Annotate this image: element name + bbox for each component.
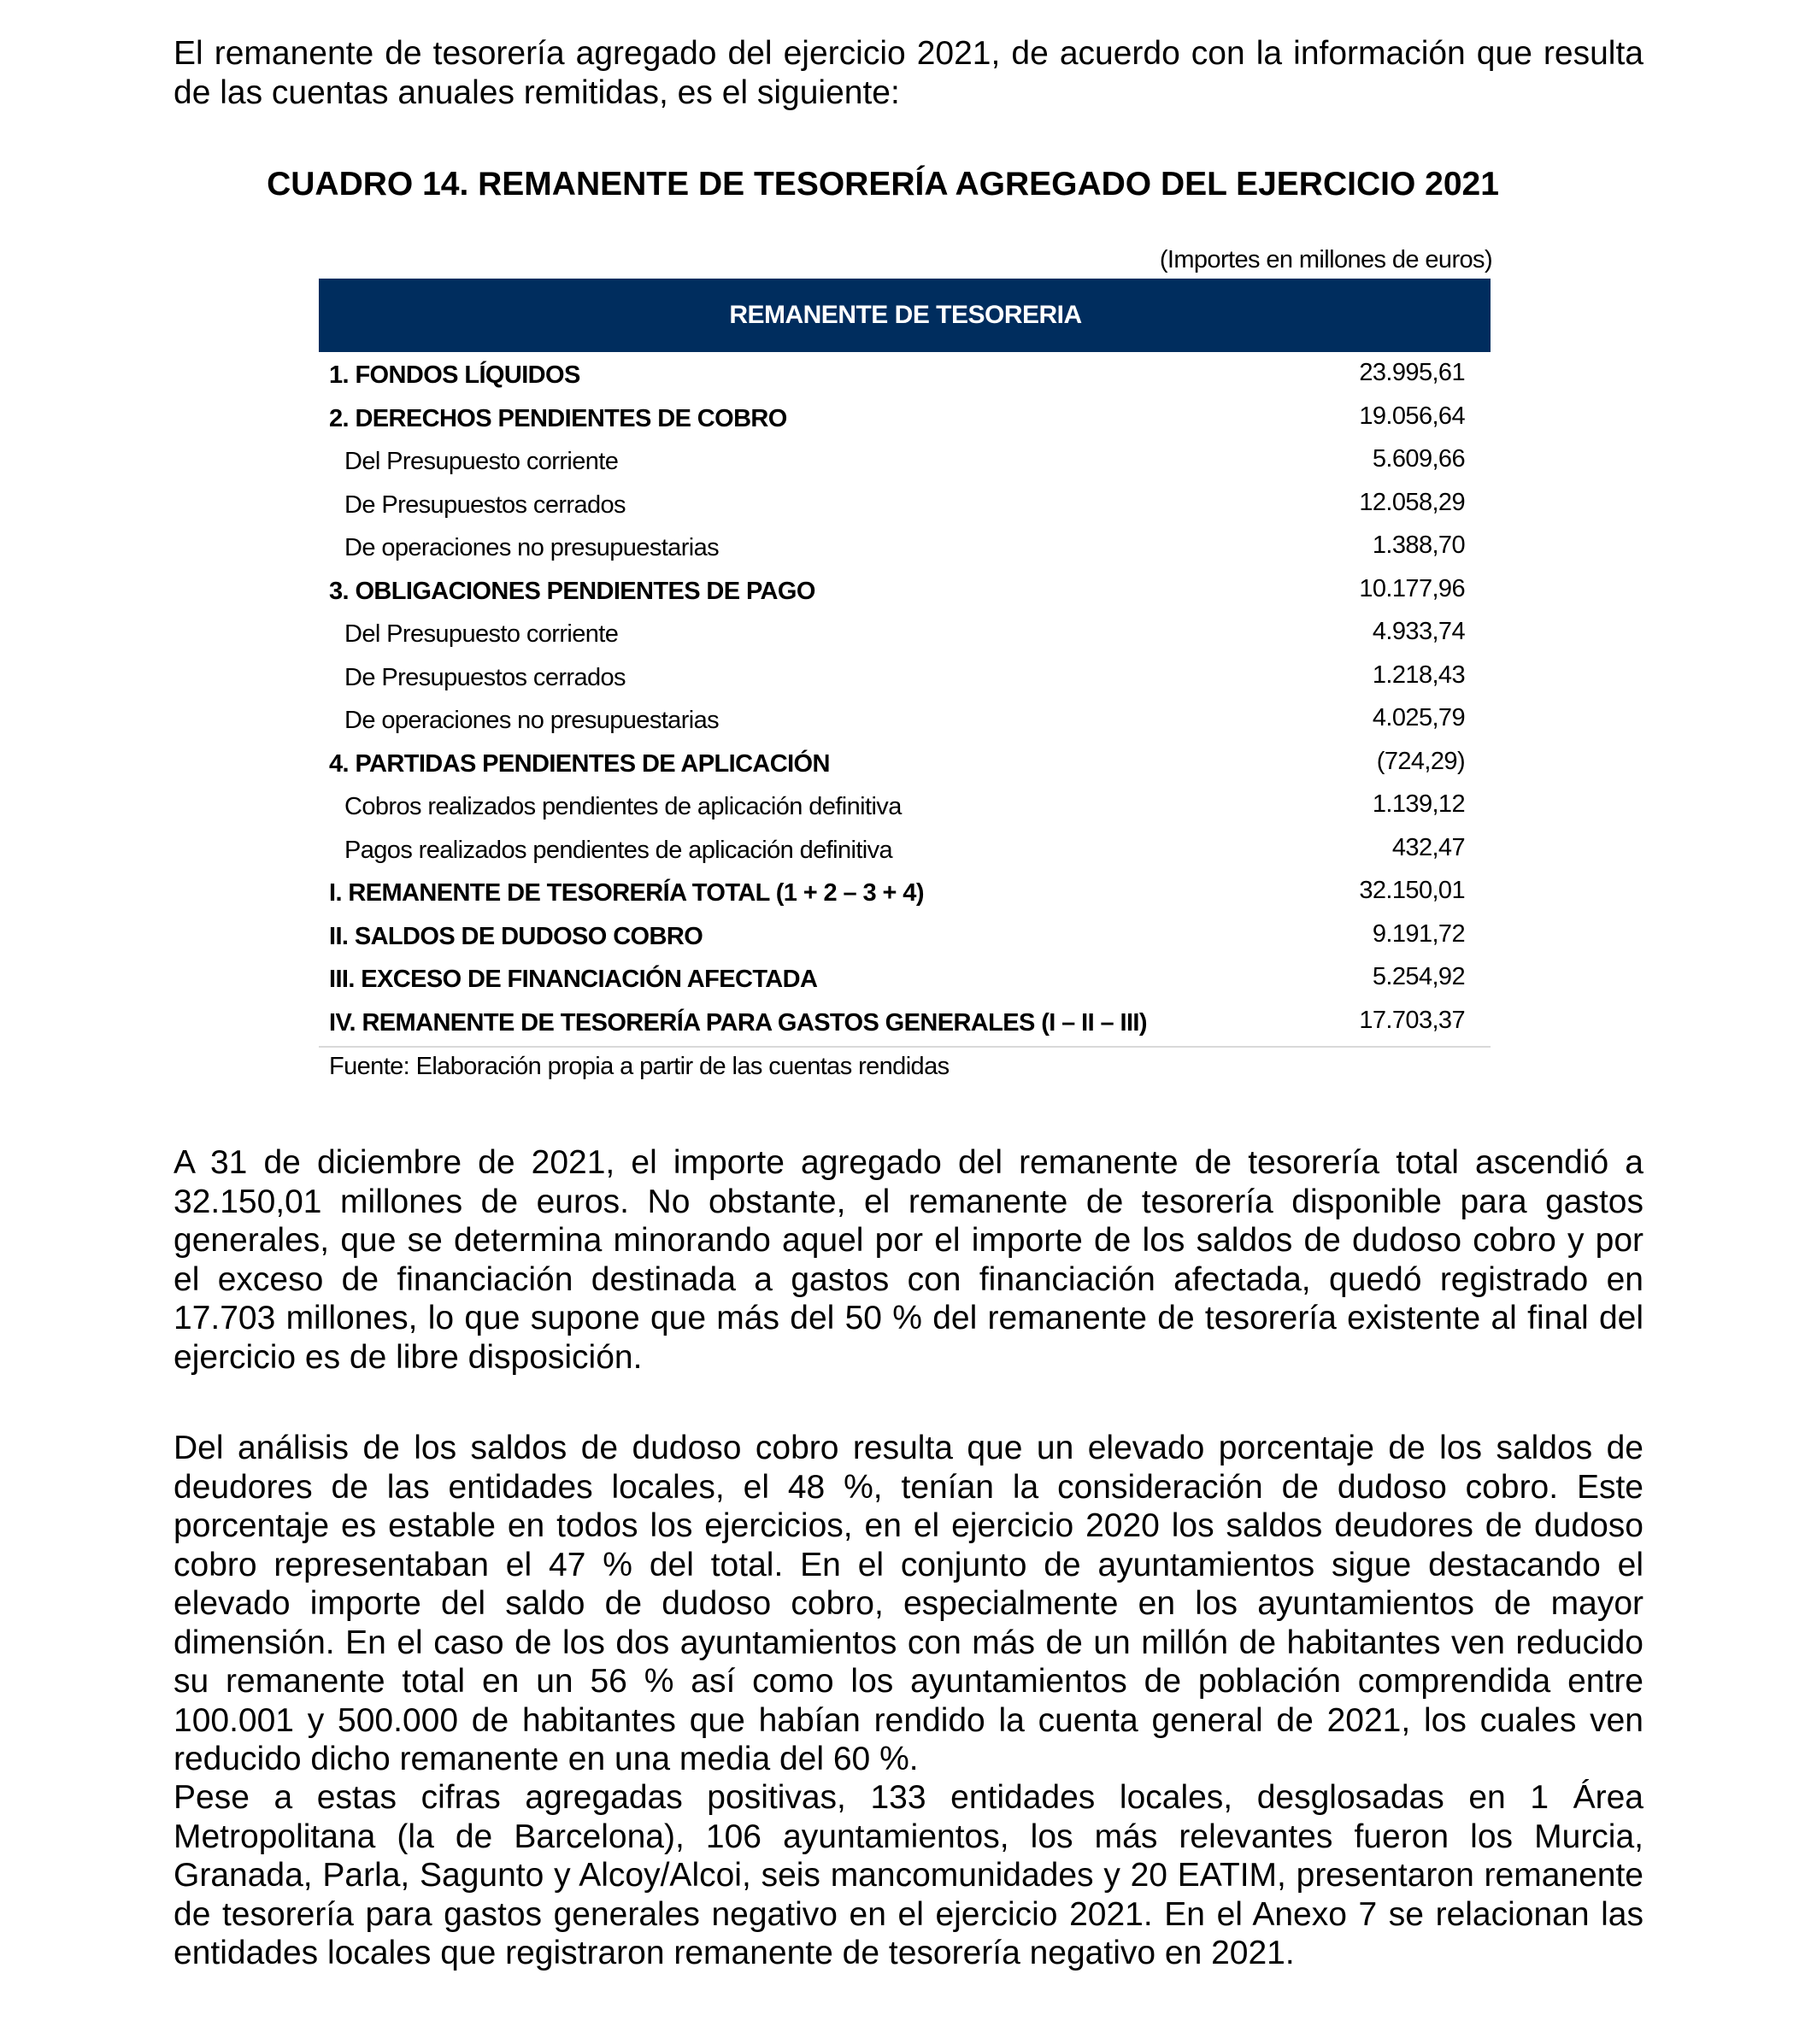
row-label: De Presupuestos cerrados [344,663,626,691]
row-label: 2. DERECHOS PENDIENTES DE COBRO [329,404,787,432]
table-row [319,831,1491,874]
table-row [319,658,1491,702]
row-label: 4. PARTIDAS PENDIENTES DE APLICACIÓN [329,749,830,778]
table-header: REMANENTE DE TESORERIA [319,279,1491,352]
row-label: 3. OBLIGACIONES PENDIENTES DE PAGO [329,577,815,605]
row-value: 5.254,92 [1372,963,1465,990]
row-value: 17.703,37 [1359,1006,1465,1034]
table-row [319,873,1491,917]
row-value: 4.933,74 [1372,618,1465,645]
row-value: 5.609,66 [1372,445,1465,473]
row-value: 19.056,64 [1359,402,1465,430]
row-label: Pagos realizados pendientes de aplicación definitiva [344,836,893,864]
row-value: 1.218,43 [1372,661,1465,689]
table-row [319,614,1491,658]
row-label: I. REMANENTE DE TESORERÍA TOTAL (1 + 2 – 3 + 4) [329,879,924,907]
row-value: 432,47 [1391,833,1465,861]
row-label: III. EXCESO DE FINANCIACIÓN AFECTADA [329,966,818,993]
row-value: 4.025,79 [1372,704,1465,731]
row-value: 1.139,12 [1372,790,1465,818]
row-label: Del Presupuesto corriente [344,448,619,475]
intro-paragraph: El remanente de tesorería agregado del ejercicio 2021, de acuerdo con la información que resulta de las cuentas anuales remitidas, es el siguiente: [173,35,1644,111]
table-row [319,960,1491,1003]
table-row [319,1003,1491,1047]
row-value: 1.388,70 [1372,532,1465,559]
table-row [319,442,1491,485]
row-label: De operaciones no presupuestarias [344,534,720,561]
row-value: 23.995,61 [1359,359,1465,386]
table-body [319,355,1491,1048]
table-source: Fuente: Elaboración propia a partir de las cuentas rendidas [329,1053,950,1080]
row-label: Cobros realizados pendientes de aplicación definitiva [344,793,902,820]
row-label: De Presupuestos cerrados [344,490,626,519]
units-note: (Importes en millones de euros) [1159,246,1492,273]
table-row [319,744,1491,788]
table-row [319,399,1491,443]
row-value: 32.150,01 [1359,877,1465,904]
row-label: IV. REMANENTE DE TESORERÍA PARA GASTOS GENERALES (I – II – III) [329,1008,1147,1037]
table-row [319,355,1491,399]
row-label: 1. FONDOS LÍQUIDOS [329,361,580,389]
table-title: CUADRO 14. REMANENTE DE TESORERÍA AGREGADO DEL EJERCICIO 2021 [267,166,1499,203]
table-row [319,528,1491,572]
table-row [319,701,1491,744]
row-value: 10.177,96 [1359,574,1465,602]
row-value: 9.191,72 [1372,919,1465,948]
row-value: 12.058,29 [1359,488,1465,516]
row-label: De operaciones no presupuestarias [344,707,720,734]
paragraph-remanente-total: A 31 de diciembre de 2021, el importe agregado del remanente de tesorería total ascendió a 32.150,01 millones de euros. No obstante, el remanente de tesorería disponible para gastos generales, que se determina minorando aquel por el importe de los saldos de dudoso cobro y por el exceso de financiación destinada a gastos con financiación afectada, quedó registrado en 17.703 millones, lo que supone que más del 50 % del remanente de tesorería existente al final del ejercicio es de libre disposición. [173,1144,1644,1376]
table-row [319,787,1491,831]
table-row [319,485,1491,529]
row-label: Del Presupuesto corriente [344,620,619,648]
table-row [319,917,1491,960]
paragraph-remanente-negativo: Pese a estas cifras agregadas positivas, 133 entidades locales, desglosadas en 1 Área Metropolitana (la de Barcelona), 106 ayuntamientos, los más relevantes fueron los Murcia, Granada, Parla, Sagunto y Alcoy/Alcoi, seis mancomunidades y 20 EATIM, presentaron remanente de tesorería para gastos generales negativo en el ejercicio 2021. En el Anexo 7 se relacionan las entidades locales que registraron remanente de tesorería negativo en 2021. [173,1779,1644,1971]
paragraph-dudoso-cobro: Del análisis de los saldos de dudoso cobro resulta que un elevado porcentaje de los saldos de deudores de las entidades locales, el 48 %, tenían la consideración de dudoso cobro. Este porcentaje es estable en todos los ejercicios, en el ejercicio 2020 los saldos deudores de dudoso cobro representaban el 47 % del total. En el conjunto de ayuntamientos sigue destacando el elevado importe del saldo de dudoso cobro, especialmente en los ayuntamientos de mayor dimensión. En el caso de los dos ayuntamientos con más de un millón de habitantes ven reducido su remanente total en un 56 % así como los ayuntamientos de población comprendida entre 100.001 y 500.000 de habitantes que habían rendido la cuenta general de 2021, los cuales ven reducido dicho remanente en una media del 60 %. [173,1430,1644,1777]
row-label: II. SALDOS DE DUDOSO COBRO [329,922,703,950]
table-row [319,572,1491,615]
row-value: (724,29) [1376,747,1465,775]
